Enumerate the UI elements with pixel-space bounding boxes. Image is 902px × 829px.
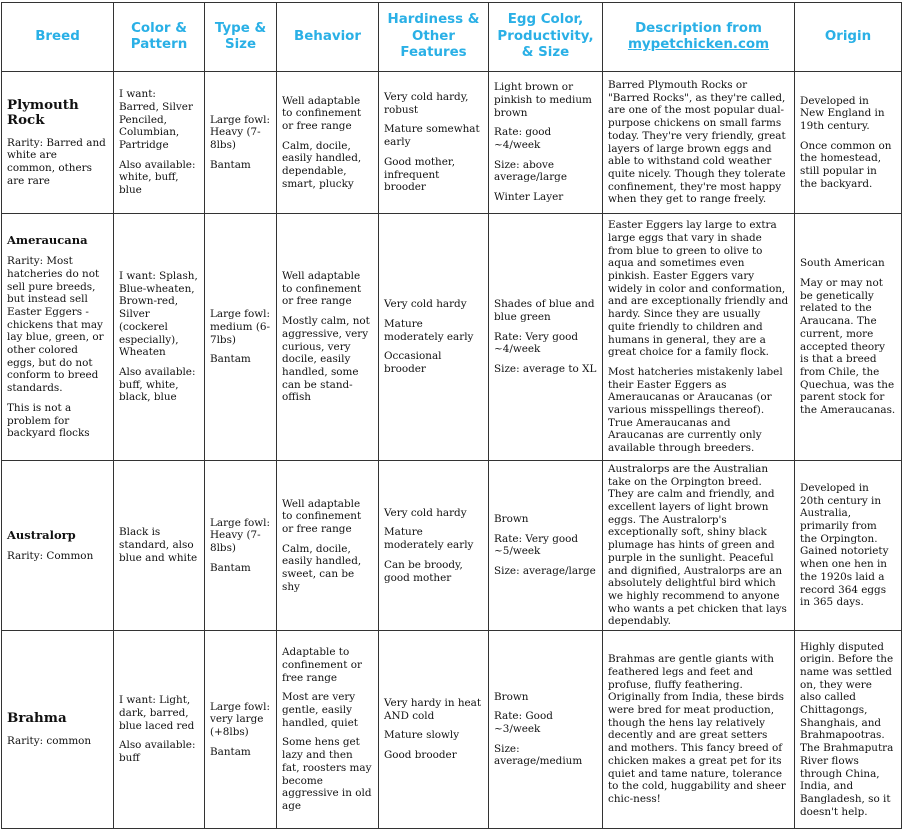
description-text: Australorps are the Australian take on the Orpington breed. They are calm and friendly, and excellent layers of light brown eggs. The Australorp's exceptionally soft, shiny black plumage has hints of green and purple in the sunlight. Peaceful and dignified, Australorps are an absolutely delightful bird which we highly recommend to anyone who wants a pet chicken that lays dependably. [608,463,787,628]
origin-text: Once common on the homestead, still popular in the backyard. [800,139,892,190]
type-text: Bantam [210,561,251,574]
egg-cell [489,214,603,461]
behavior-text: Calm, docile, easily handled, dependable, smart, plucky [282,139,362,190]
color-cell [114,72,205,214]
origin-text: May or may not be genetically related to the Araucana. The current, more accepted theory is that a breed from Chile, the Quechua, was the parent stock for the Ameraucanas. [800,277,896,416]
description-text: Easter Eggers lay large to extra large eggs that vary in shade from blue to green to olive to aqua and sometimes even pinkish. Easter Eggers vary widely in color and conformation, and are exceptionally friendly and hardy. Since they are usually quite friendly to children and humans in general, they are a great choice for a family flock. [608,219,789,359]
hardiness-text: Mature somewhat early [384,123,480,149]
header-behavior: Behavior [277,3,379,72]
breed-name: Australorp [7,527,76,542]
breed-cell [2,630,114,828]
behavior-cell [277,630,379,828]
hardiness-cell [379,214,489,461]
color-text: Also available: buff, white, black, blue [119,365,196,404]
origin-cell [795,461,902,631]
behavior-text: Calm, docile, easily handled, sweet, can be shy [282,542,362,593]
behavior-cell [277,72,379,214]
origin-text: South American [800,257,885,270]
type-cell [205,630,277,828]
breed-comparison-table [1,2,902,829]
origin-text: Highly disputed origin. Before the name was settled on, they were also called Chittagongs, Shanghais, and Brahmapootras. The Brahmaputra River flows through China, India, and Bangladesh, so it doesn't help. [800,640,894,818]
behavior-text: Well adaptable to confinement or free range [282,270,362,308]
behavior-text: Adaptable to confinement or free range [282,646,362,684]
hardiness-text: Good brooder [384,749,457,762]
hardiness-text: Very cold hardy, robust [384,91,469,116]
color-text: Also available: white, buff, blue [119,158,196,197]
egg-text: Rate: Very good ~4/week [494,330,579,356]
egg-cell [489,461,603,631]
type-text: Large fowl: Heavy (7-8lbs) [210,113,270,151]
hardiness-text: Very hardy in heat AND cold [384,697,482,722]
type-text: Large fowl: Heavy (7-8lbs) [210,516,270,554]
egg-text: Rate: Good ~3/week [494,710,553,736]
type-text: Large fowl: medium (6-7lbs) [210,308,270,346]
type-text: Large fowl: very large (+8lbs) [210,700,270,738]
egg-text: Rate: good ~4/week [494,126,552,151]
egg-text: Shades of blue and blue green [494,298,595,323]
origin-text: Developed in New England in 19th century. [800,94,885,132]
breed-cell [2,72,114,214]
color-text: Also available: buff [119,739,196,764]
origin-text: Developed in 20th century in Australia, primarily from the Orpington. Gained notoriety when one hen in the 1920s laid a record 364 eggs in 365 days. [800,482,889,609]
egg-text: Size: average to XL [494,363,597,376]
header-egg: Egg Color, Productivity, & Size [489,3,603,72]
behavior-text: Some hens get lazy and then fat, roosters may become aggressive in old age [282,736,372,812]
header-origin: Origin [795,3,902,72]
description-text: Most hatcheries mistakenly label their Easter Eggers as Ameraucanas or Araucanas (or various misspellings thereof). True Ameraucanas and Araucanas are currently only available through breeders. [608,365,783,454]
description-text: Brahmas are gentle giants with feathered legs and feet and profuse, fluffy feathering. Originally from India, these birds were bred for meat production, though the hens lay relatively decently and are great setters and mothers. This fancy breed of chicken makes a great pet for its quiet and tame nature, tolerance to the cold, huggability and sheer chic-ness! [608,653,786,805]
header-row [2,3,902,72]
hardiness-text: Mature moderately early [384,317,474,343]
color-cell [114,214,205,461]
breed-row [2,461,902,631]
hardiness-text: Can be broody, good mother [384,558,463,584]
type-cell [205,214,277,461]
egg-text: Size: average/medium [494,742,583,768]
breed-note: Rarity: Barred and white are common, others are rare [7,136,106,187]
description-text: Barred Plymouth Rocks or "Barred Rocks", as they're called, are one of the most popular dual-purpose chickens on small farms today. They're very friendly, great layers of large brown eggs and able to withstand cold weather quite nicely. Though they tolerate confinement, they're most happy when they get to range freely. [608,79,786,206]
type-text: Bantam [210,158,251,171]
color-text: I want: Barred, Silver Penciled, Columbian, Partridge [119,88,193,151]
color-cell [114,461,205,631]
breed-name: Brahma [7,710,67,727]
hardiness-text: Very cold hardy [384,506,467,519]
behavior-cell [277,461,379,631]
hardiness-cell [379,461,489,631]
type-text: Bantam [210,353,251,366]
egg-cell [489,72,603,214]
description-cell [603,461,795,631]
egg-text: Winter Layer [494,191,564,204]
egg-cell [489,630,603,828]
mypetchicken-link[interactable]: mypetchicken.com [627,37,770,52]
header-type-size: Type & Size [205,3,277,72]
breed-row [2,630,902,828]
hardiness-text: Occasional brooder [384,350,442,376]
hardiness-cell [379,630,489,828]
breed-row [2,214,902,461]
breed-name: Plymouth Rock [7,96,79,129]
hardiness-text: Very cold hardy [384,298,467,311]
behavior-text: Mostly calm, not aggressive, very curious, very docile, easily handled, some can be stand-offish [282,315,370,404]
behavior-cell [277,214,379,461]
origin-cell [795,214,902,461]
breed-cell [2,214,114,461]
hardiness-cell [379,72,489,214]
behavior-text: Well adaptable to confinement or free range [282,94,362,132]
header-hardiness: Hardiness & Other Features [379,3,489,72]
type-text: Bantam [210,745,251,758]
description-cell [603,630,795,828]
breed-note: Rarity: common [7,734,92,747]
origin-cell [795,630,902,828]
egg-text: Rate: Very good ~5/week [494,532,579,558]
hardiness-text: Mature slowly [384,729,460,742]
description-cell [603,214,795,461]
header-color-pattern: Color & Pattern [114,3,205,72]
egg-text: Size: above average/large [494,158,567,184]
egg-text: Light brown or pinkish to medium brown [494,81,592,119]
description-cell [603,72,795,214]
breed-note: This is not a problem for backyard flocks [7,401,90,440]
header-description-prefix: Description from [635,20,762,36]
color-text: Black is standard, also blue and white [119,526,198,564]
behavior-text: Well adaptable to confinement or free range [282,497,362,535]
breed-row [2,72,902,214]
header-breed: Breed [2,3,114,72]
header-description [603,3,795,72]
color-text: I want: Light, dark, barred, blue laced red [119,694,195,732]
breed-note: Rarity: Most hatcheries do not sell pure breeds, but instead sell Easter Eggers - chickens that may lay blue, green, or other colored eggs, but do not conform to breed standards. [7,255,104,395]
egg-text: Size: average/large [494,565,596,578]
behavior-text: Most are very gentle, easily handled, quiet [282,691,358,729]
color-cell [114,630,205,828]
color-text: I want: Splash, Blue-wheaten, Brown-red, Silver (cockerel especially), Wheaten [119,270,198,359]
breed-name: Ameraucana [7,233,88,248]
type-cell [205,72,277,214]
hardiness-text: Mature moderately early [384,526,474,552]
egg-text: Brown [494,513,529,526]
type-cell [205,461,277,631]
hardiness-text: Good mother, infrequent brooder [384,155,456,194]
breed-cell [2,461,114,631]
origin-cell [795,72,902,214]
breed-note: Rarity: Common [7,549,94,562]
egg-text: Brown [494,690,529,703]
